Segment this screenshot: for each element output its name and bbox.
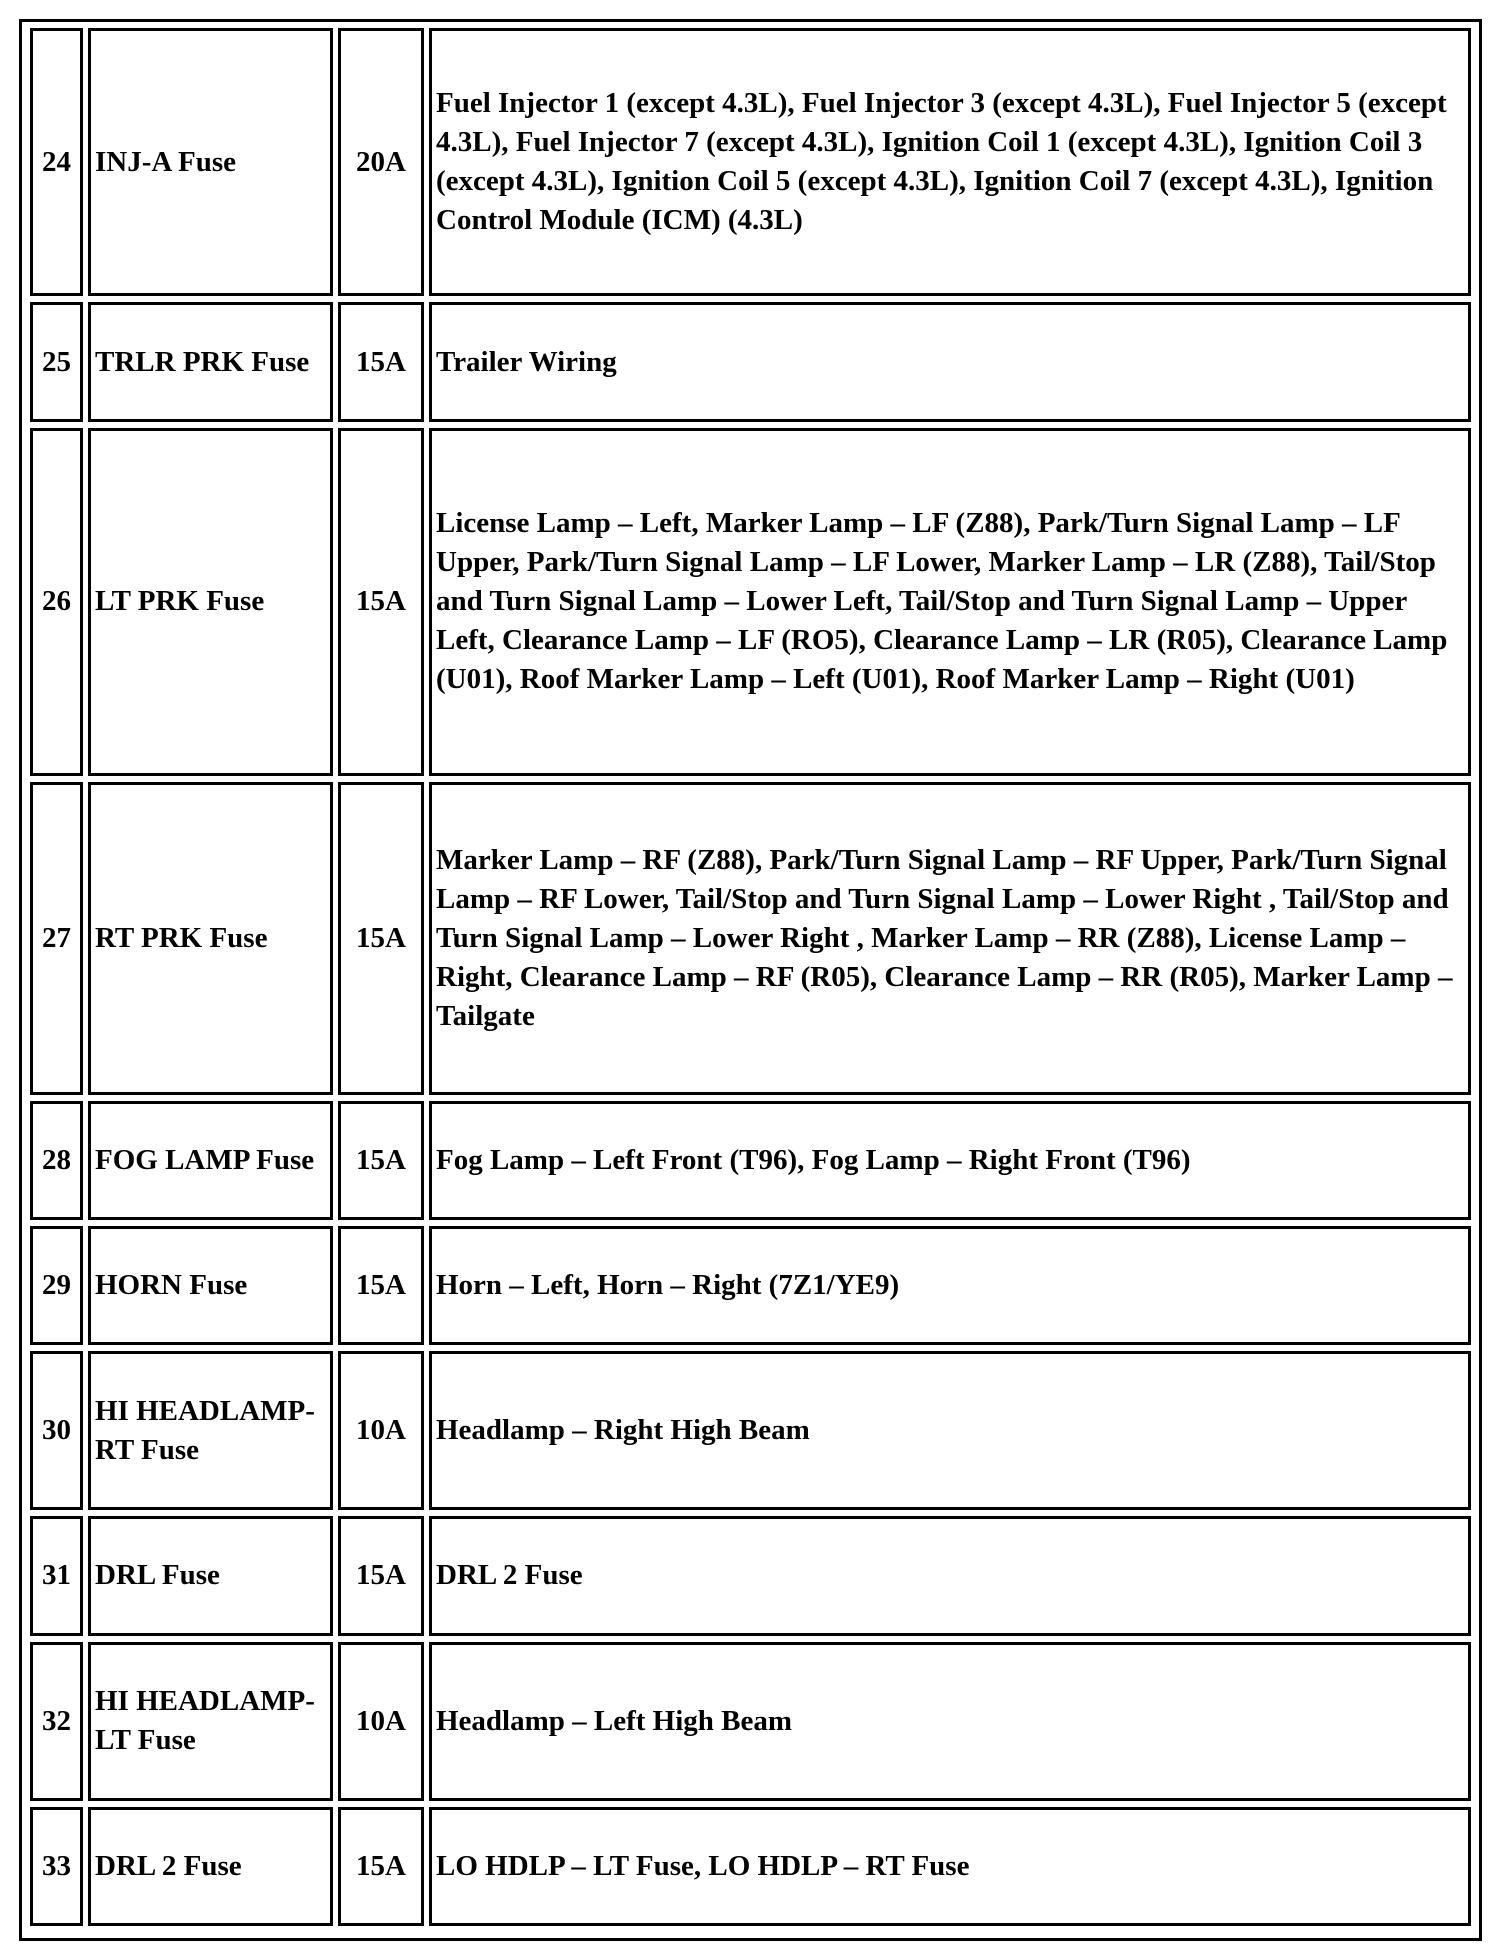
fuse-circuits: License Lamp – Left, Marker Lamp – LF (Z88), Park/Turn Signal Lamp – LF Upper, Park/Turn Signal Lamp – LF Lower, Marker Lamp – LR (Z88), Tail/Stop and Turn Signal Lamp – Lower Left, Tail/Stop and Turn Signal Lamp – Upper Left, Clearance Lamp – LF (RO5), Clearance Lamp – LR (R05), Clearance Lamp (U01), Roof Marker Lamp – Left (U01), Roof Marker Lamp – Right (U01)	[429, 428, 1471, 776]
table-row	[30, 1807, 1471, 1926]
fuse-number: 27	[30, 782, 83, 1095]
table-row	[30, 1226, 1471, 1345]
fuse-number: 25	[30, 302, 83, 421]
table-row	[30, 782, 1471, 1095]
fuse-circuits: Fuel Injector 1 (except 4.3L), Fuel Injector 3 (except 4.3L), Fuel Injector 5 (except 4.3L), Fuel Injector 7 (except 4.3L), Ignition Coil 1 (except 4.3L), Ignition Coil 3 (except 4.3L), Ignition Coil 5 (except 4.3L), Ignition Coil 7 (except 4.3L), Ignition Control Module (ICM) (4.3L)	[429, 28, 1471, 296]
fuse-circuits: Trailer Wiring	[429, 302, 1471, 421]
table-row	[30, 1642, 1471, 1801]
fuse-rating: 15A	[338, 782, 424, 1095]
fuse-circuits: Headlamp – Left High Beam	[429, 1642, 1471, 1801]
fuse-name: DRL Fuse	[88, 1516, 333, 1635]
fuse-circuits: Horn – Left, Horn – Right (7Z1/YE9)	[429, 1226, 1471, 1345]
fuse-name: FOG LAMP Fuse	[88, 1101, 333, 1220]
fuse-table-frame	[19, 19, 1482, 1941]
fuse-name: HI HEADLAMP-RT Fuse	[88, 1351, 333, 1510]
fuse-rating: 15A	[338, 428, 424, 776]
fuse-table	[25, 22, 1476, 1932]
fuse-rating: 10A	[338, 1351, 424, 1510]
fuse-name: RT PRK Fuse	[88, 782, 333, 1095]
fuse-number: 32	[30, 1642, 83, 1801]
fuse-circuits: Fog Lamp – Left Front (T96), Fog Lamp – Right Front (T96)	[429, 1101, 1471, 1220]
fuse-number: 30	[30, 1351, 83, 1510]
fuse-circuits: Headlamp – Right High Beam	[429, 1351, 1471, 1510]
table-row	[30, 302, 1471, 421]
table-row	[30, 1516, 1471, 1635]
fuse-name: INJ-A Fuse	[88, 28, 333, 296]
fuse-circuits: DRL 2 Fuse	[429, 1516, 1471, 1635]
fuse-name: LT PRK Fuse	[88, 428, 333, 776]
fuse-number: 33	[30, 1807, 83, 1926]
fuse-rating: 10A	[338, 1642, 424, 1801]
fuse-circuits: LO HDLP – LT Fuse, LO HDLP – RT Fuse	[429, 1807, 1471, 1926]
fuse-rating: 15A	[338, 1807, 424, 1926]
table-row	[30, 428, 1471, 776]
fuse-number: 24	[30, 28, 83, 296]
table-row	[30, 1351, 1471, 1510]
fuse-number: 31	[30, 1516, 83, 1635]
fuse-name: DRL 2 Fuse	[88, 1807, 333, 1926]
fuse-circuits: Marker Lamp – RF (Z88), Park/Turn Signal Lamp – RF Upper, Park/Turn Signal Lamp – RF Lower, Tail/Stop and Turn Signal Lamp – Lower Right , Tail/Stop and Turn Signal Lamp – Lower Right , Marker Lamp – RR (Z88), License Lamp – Right, Clearance Lamp – RF (R05), Clearance Lamp – RR (R05), Marker Lamp – Tailgate	[429, 782, 1471, 1095]
fuse-name: HI HEADLAMP-LT Fuse	[88, 1642, 333, 1801]
fuse-rating: 15A	[338, 1226, 424, 1345]
table-row	[30, 28, 1471, 296]
fuse-number: 29	[30, 1226, 83, 1345]
fuse-rating: 15A	[338, 1516, 424, 1635]
fuse-number: 26	[30, 428, 83, 776]
fuse-name: TRLR PRK Fuse	[88, 302, 333, 421]
fuse-number: 28	[30, 1101, 83, 1220]
fuse-rating: 15A	[338, 302, 424, 421]
fuse-name: HORN Fuse	[88, 1226, 333, 1345]
fuse-rating: 15A	[338, 1101, 424, 1220]
table-row	[30, 1101, 1471, 1220]
fuse-rating: 20A	[338, 28, 424, 296]
